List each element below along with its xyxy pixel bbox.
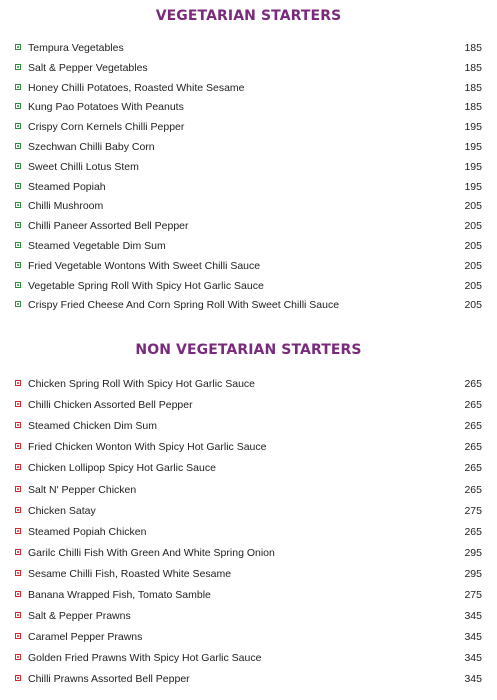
menu-item: [0, 295, 497, 315]
veg-symbol-icon: [15, 183, 21, 189]
menu-item-name: Honey Chilli Potatoes, Roasted White Sesame: [28, 81, 245, 94]
menu-item-name: Salt N' Pepper Chicken: [28, 483, 137, 496]
menu-item-price: 265: [464, 399, 482, 412]
menu-item: [0, 480, 497, 500]
menu-item: [0, 216, 497, 236]
nonveg-symbol-icon: [15, 591, 21, 597]
menu-item: [0, 395, 497, 415]
veg-symbol-icon: [15, 301, 21, 307]
veg-symbol-icon: [15, 123, 21, 129]
menu-item-price: 275: [464, 589, 482, 601]
menu-item-price: 185: [464, 42, 482, 54]
menu-item-price: 295: [464, 567, 482, 580]
menu-item-name: Chilli Chicken Assorted Bell Pepper: [28, 399, 193, 412]
menu-item-name: Salt & Pepper Prawns: [28, 610, 131, 623]
veg-symbol-icon: [15, 262, 21, 268]
menu-item-price: 275: [464, 504, 482, 517]
menu-item: [0, 458, 497, 478]
nonveg-section-title: NON VEGETARIAN STARTERS: [135, 342, 362, 358]
menu-item-name: Banana Wrapped Fish, Tomato Samble: [28, 589, 211, 601]
menu-item-name: Crispy Corn Kernels Chilli Pepper: [28, 121, 185, 134]
menu-item-price: 205: [464, 279, 482, 292]
nonveg-symbol-icon: [15, 549, 21, 555]
menu-item-name: Tempura Vegetables: [28, 42, 124, 54]
menu-item: [0, 58, 497, 78]
menu-item-name: Chicken Spring Roll With Spicy Hot Garlic Sauce: [28, 378, 256, 390]
menu-item-name: Steamed Popiah Chicken: [28, 525, 147, 538]
menu-item: [0, 564, 497, 584]
veg-symbol-icon: [15, 84, 21, 90]
menu-item: [0, 117, 497, 137]
menu-item: [0, 501, 497, 521]
menu-item-price: 265: [464, 378, 482, 390]
menu-item-name: Fried Vegetable Wontons With Sweet Chilli Sauce: [28, 259, 261, 272]
menu-item-price: 265: [464, 462, 482, 475]
nonveg-symbol-icon: [15, 486, 21, 492]
menu-item: [0, 97, 497, 117]
menu-item-name: Sweet Chilli Lotus Stem: [28, 160, 139, 173]
veg-symbol-icon: [15, 222, 21, 228]
nonveg-symbol-icon: [15, 570, 21, 576]
menu-item-price: 195: [464, 180, 482, 193]
menu-item: [0, 78, 497, 98]
menu-item: [0, 543, 497, 563]
nonveg-symbol-icon: [15, 464, 21, 470]
menu-item-price: 185: [464, 61, 482, 74]
menu-item: [0, 416, 497, 436]
menu-item: [0, 437, 497, 457]
veg-symbol-icon: [15, 202, 21, 208]
menu-item-name: Steamed Vegetable Dim Sum: [28, 240, 166, 252]
menu-item-name: Garilc Chilli Fish With Green And White Spring Onion: [28, 546, 275, 559]
nonveg-symbol-icon: [15, 528, 21, 534]
veg-symbol-icon: [15, 163, 21, 169]
menu-item-price: 185: [464, 101, 482, 114]
menu-item: [0, 585, 497, 605]
menu-item: [0, 374, 497, 394]
veg-symbol-icon: [15, 242, 21, 248]
nonveg-symbol-icon: [15, 507, 21, 513]
menu-item-price: 295: [464, 546, 482, 559]
menu-item-name: Steamed Popiah: [28, 180, 106, 193]
menu-item-name: Szechwan Chilli Baby Corn: [28, 141, 155, 153]
menu-item-price: 345: [464, 631, 482, 644]
nonveg-symbol-icon: [15, 401, 21, 407]
menu-item-name: Sesame Chilli Fish, Roasted White Sesame: [28, 567, 232, 580]
nonveg-symbol-icon: [15, 612, 21, 618]
menu-item-price: 205: [464, 299, 482, 312]
menu-item-name: Caramel Pepper Prawns: [28, 631, 143, 644]
menu-item-name: Fried Chicken Wonton With Spicy Hot Garlic Sauce: [28, 441, 267, 454]
menu-item-name: Chilli Paneer Assorted Bell Pepper: [28, 220, 189, 233]
menu-item-price: 195: [464, 121, 482, 134]
menu-item: [0, 236, 497, 256]
menu-item-name: Kung Pao Potatoes With Peanuts: [28, 101, 184, 114]
menu-item-name: Chilli Mushroom: [28, 200, 104, 213]
menu-item: [0, 157, 497, 177]
menu-item-name: Crispy Fried Cheese And Corn Spring Roll With Sweet Chilli Sauce: [28, 299, 340, 312]
nonveg-symbol-icon: [15, 633, 21, 639]
menu-item-price: 205: [464, 259, 482, 272]
veg-symbol-icon: [15, 143, 21, 149]
menu-item-name: Golden Fried Prawns With Spicy Hot Garlic Sauce: [28, 652, 262, 665]
menu-item-price: 205: [464, 240, 482, 252]
menu-item: [0, 276, 497, 296]
menu-item-price: 265: [464, 525, 482, 538]
menu-item-price: 265: [464, 420, 482, 433]
menu-item-price: 205: [464, 200, 482, 213]
veg-section-title: VEGETARIAN STARTERS: [155, 8, 342, 24]
menu-item-price: 345: [464, 652, 482, 665]
menu-item-name: Chicken Lollipop Spicy Hot Garlic Sauce: [28, 462, 216, 475]
menu-item: [0, 256, 497, 276]
menu-item: [0, 522, 497, 542]
nonveg-symbol-icon: [15, 675, 21, 681]
menu-item: [0, 137, 497, 157]
menu-item: [0, 196, 497, 216]
menu-item-price: 185: [464, 81, 482, 94]
menu-item: [0, 627, 497, 647]
menu-item-price: 195: [464, 141, 482, 153]
menu-item-name: Vegetable Spring Roll With Spicy Hot Garlic Sauce: [28, 279, 264, 292]
veg-symbol-icon: [15, 282, 21, 288]
nonveg-symbol-icon: [15, 654, 21, 660]
menu-item: [0, 606, 497, 626]
menu-item-name: Salt & Pepper Vegetables: [28, 61, 148, 74]
menu-item-price: 345: [464, 673, 482, 686]
menu-item-price: 195: [464, 160, 482, 173]
menu-item: [0, 38, 497, 58]
menu-item-price: 265: [464, 441, 482, 454]
veg-symbol-icon: [15, 44, 21, 50]
menu-item: [0, 177, 497, 197]
menu-item-name: Steamed Chicken Dim Sum: [28, 420, 157, 433]
menu-item-price: 345: [464, 610, 482, 623]
nonveg-symbol-icon: [15, 422, 21, 428]
nonveg-symbol-icon: [15, 380, 21, 386]
veg-symbol-icon: [15, 103, 21, 109]
menu-item-price: 265: [464, 483, 482, 496]
menu-item-name: Chilli Prawns Assorted Bell Pepper: [28, 673, 190, 686]
veg-symbol-icon: [15, 64, 21, 70]
menu-item: [0, 669, 497, 689]
nonveg-symbol-icon: [15, 443, 21, 449]
menu-item: [0, 648, 497, 668]
menu-item-name: Chicken Satay: [28, 504, 96, 517]
menu-item-price: 205: [464, 220, 482, 233]
